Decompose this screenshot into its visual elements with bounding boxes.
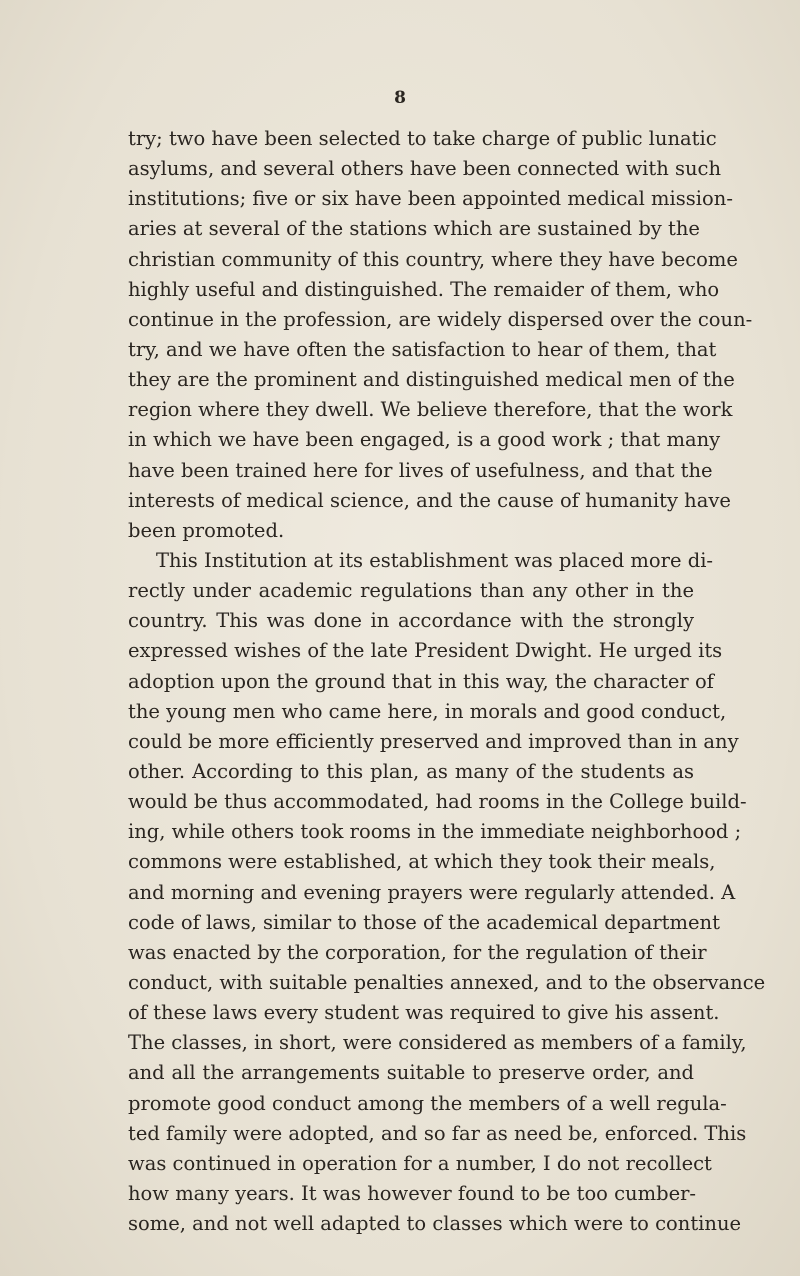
text-line: the young men who came here, in morals and good conduct, [128, 699, 727, 723]
text-line: was continued in operation for a number, I do not recollect [128, 1151, 712, 1175]
text-line: could be more efficiently preserved and improved than in any [128, 729, 739, 753]
text-line: they are the prominent and distinguished medical men of the [128, 368, 735, 392]
text-line: interests of medical science, and the cause of humanity have [128, 488, 731, 512]
text-line: of these laws every student was required to give his assent. [128, 1001, 720, 1025]
text-line: ing, while others took rooms in the immediate neighborhood ; [128, 820, 742, 844]
text-line: This Institution at its establishment was placed more di- [156, 548, 714, 572]
text-line: aries at several of the stations which are sustained by the [128, 217, 700, 241]
text-line: some, and not well adapted to classes which were to continue [128, 1212, 742, 1236]
text-line: region where they dwell. We believe therefore, that the work [128, 398, 733, 422]
text-line: country. This was done in accordance with the strongly [128, 609, 694, 633]
text-line: have been trained here for lives of usefulness, and that the [128, 458, 713, 482]
text-line: rectly under academic regulations than any other in the [128, 579, 694, 603]
text-line: christian community of this country, where they have become [128, 247, 738, 271]
text-line: would be thus accommodated, had rooms in the College build- [128, 790, 747, 814]
text-line: how many years. It was however found to be too cumber- [128, 1181, 697, 1205]
text-line: ted family were adopted, and so far as need be, enforced. This [128, 1121, 747, 1145]
text-line: been promoted. [128, 518, 285, 542]
text-line: The classes, in short, were considered as members of a family, [128, 1031, 747, 1055]
text-line: code of laws, similar to those of the academical department [128, 910, 720, 934]
page-number: 8 [394, 88, 406, 108]
text-line: asylums, and several others have been connected with such [128, 157, 722, 181]
text-line: try; two have been selected to take charge of public lunatic [128, 127, 717, 150]
text-line: continue in the profession, are widely dispersed over the coun- [128, 307, 753, 331]
body-text [128, 124, 766, 1239]
text-line: was enacted by the corporation, for the regulation of their [128, 940, 707, 964]
text-line: expressed wishes of the late President Dwight. He urged its [128, 639, 723, 663]
text-line: try, and we have often the satisfaction to hear of them, that [128, 337, 717, 361]
text-line: and morning and evening prayers were regularly attended. A [128, 880, 736, 904]
text-line: commons were established, at which they took their meals, [128, 850, 716, 874]
text-line: institutions; five or six have been appointed medical mission- [128, 187, 733, 211]
text-line: promote good conduct among the members of a well regula- [128, 1091, 727, 1115]
text-line: other. According to this plan, as many of the students as [128, 759, 694, 783]
text-line: and all the arrangements suitable to preserve order, and [128, 1061, 694, 1085]
text-line: conduct, with suitable penalties annexed, and to the observance [128, 970, 766, 994]
text-line: highly useful and distinguished. The remaider of them, who [128, 277, 720, 301]
text-line: in which we have been engaged, is a good work ; that many [128, 428, 721, 452]
text-line: adoption upon the ground that in this way, the character of [128, 669, 714, 693]
